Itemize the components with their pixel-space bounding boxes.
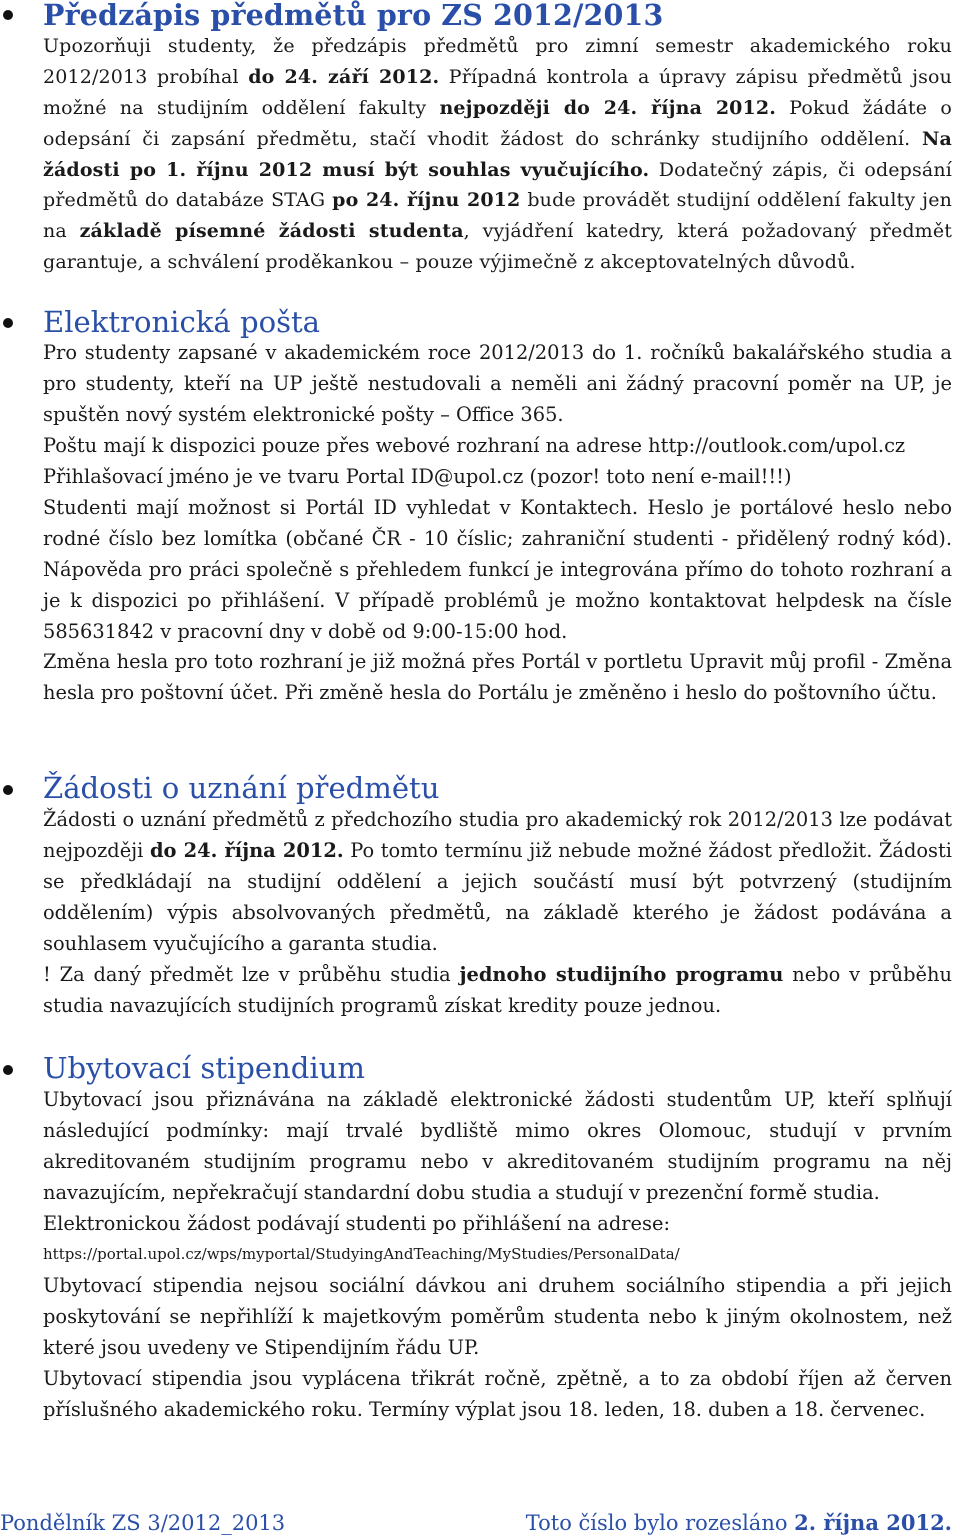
- text-run: Studenti mají možnost si Portál ID vyhledat v Kontaktech. Heslo je portálové heslo nebo rodné číslo bez lomítka (občané ČR - 10 číslic; zahraniční studenti - přidělený rodný kód). Nápověda pro práci společně s přehledem funkcí je integrována přímo do tohoto rozhraní a je k dispozici po přihlášení. V případě problémů je možno kontaktovat helpdesk na čísle 585631842 v pracovní dny v době od 9:00-15:00 hod.: [43, 495, 952, 643]
- text-run: Elektronickou žádost podávají studenti po přihlášení na adrese:: [43, 1212, 670, 1235]
- paragraph: [43, 1084, 952, 1208]
- text-run: Přihlašovací jméno je ve tvaru Portal ID@upol.cz (pozor! toto není e-mail!!!): [43, 464, 792, 488]
- text-run: Po tomto termínu již nebude možné žádost předložit. Žádosti se předkládají na studijní oddělení a jejich součástí musí být potvrzený (studijním oddělením) výpis absolvovaných předmětů, na základě kterého je žádost podávána a souhlasem vyučujícího a garanta studia.: [43, 839, 952, 955]
- bullet-icon: [3, 318, 13, 328]
- section-ubytovaci-stipendium: [0, 1053, 960, 1425]
- section-heading: Ubytovací stipendium: [43, 1051, 366, 1085]
- paragraph: [43, 462, 952, 493]
- text-run: Ubytovací jsou přiznávána na základě elektronické žádosti studentům UP, kteří splňují následující podmínky: mají trvalé bydliště mimo okres Olomouc, studují v prvním akreditovaném studijním programu nebo v akreditovaném studijním programu na něj navazujícím, nepřekračují standardní dobu studia a studují v prezenční formě studia.: [43, 1088, 952, 1204]
- section-body: [43, 1084, 952, 1425]
- text-run: Poštu mají k dispozici pouze přes webové rozhraní na adrese http://outlook.com/upol.cz: [43, 433, 906, 457]
- text-run: Ubytovací stipendia nejsou sociální dávkou ani druhem sociálního stipendia a při jejich poskytování se nepřihlíží k majetkovým poměrům studenta nebo k jiným okolnostem, než které jsou uvedeny ve Stipendijním řádu UP.: [43, 1274, 952, 1359]
- paragraph: [43, 493, 952, 648]
- bullet-icon: [3, 1065, 13, 1075]
- text-run: Žádosti o uznání předmětů z předchozího studia pro akademický rok 2012/2013 lze podávat nejpozději: [43, 808, 952, 862]
- paragraph: [43, 31, 952, 278]
- footer-issue: Pondělník ZS 3/2012_2013: [0, 1511, 286, 1535]
- section-heading: Elektronická pošta: [43, 305, 321, 339]
- text-run: Dodatečný zápis, či odepsání předmětů do databáze STAG: [43, 158, 952, 212]
- section-body: [43, 804, 952, 1021]
- paragraph: [43, 338, 952, 431]
- bold-text: Na žádosti po 1. říjnu 2012 musí být souhlas vyučujícího.: [43, 127, 952, 181]
- paragraph: [43, 959, 952, 1021]
- paragraph: [43, 1270, 952, 1363]
- footer-sent-value: 2. října 2012.: [794, 1510, 952, 1535]
- section-heading: Předzápis předmětů pro ZS 2012/2013: [43, 0, 664, 32]
- text-run: Případná kontrola a úpravy zápisu předmětů jsou možné na studijním oddělení fakulty: [43, 65, 952, 119]
- section-body: [43, 31, 952, 278]
- section-predzapis: [0, 0, 960, 278]
- bold-text: jednoho studijního programu: [459, 963, 784, 986]
- text-run: Změna hesla pro toto rozhraní je již možná přes Portál v portletu Upravit můj profil - Změna hesla pro poštovní účet. Při změně hesla do Portálu je změněno i heslo do poštovního účtu.: [43, 650, 952, 705]
- footer-sent-date: [526, 1506, 952, 1540]
- text-run: , vyjádření katedry, která požadovaný předmět garantuje, a schválení proděkankou – pouze výjimečně z akceptovatelných důvodů.: [43, 220, 953, 274]
- bold-text: po 24. říjnu 2012: [332, 189, 521, 212]
- paragraph: [43, 1363, 952, 1425]
- page-footer: [0, 1506, 960, 1540]
- bold-text: nejpozději do 24. října 2012.: [439, 96, 777, 119]
- section-elektronicka-posta: [0, 307, 960, 709]
- footer-sent-label: Toto číslo bylo rozesláno: [525, 1511, 795, 1535]
- text-run: bude provádět studijní oddělení fakulty jen na: [43, 189, 952, 243]
- bold-text: do 24. října 2012.: [149, 839, 344, 862]
- section-zadosti-o-uznani: [0, 773, 960, 1021]
- bullet-icon: [3, 10, 13, 20]
- paragraph: [43, 804, 952, 959]
- paragraph: [43, 1208, 952, 1239]
- paragraph: [43, 431, 952, 462]
- bold-text: základě písemné žádosti studenta: [79, 220, 464, 243]
- text-run: ! Za daný předmět lze v průběhu studia: [43, 963, 460, 986]
- text-run: https://portal.upol.cz/wps/myportal/StudyingAndTeaching/MyStudies/PersonalData/: [43, 1245, 680, 1263]
- text-run: Pokud žádáte o odepsání či zapsání předmětu, stačí vhodit žádost do schránky studijního oddělení.: [43, 96, 952, 150]
- bullet-icon: [3, 785, 13, 795]
- text-run: Upozorňuji studenty, že předzápis předmětů pro zimní semestr akademického roku 2012/2013 probíhal: [43, 34, 952, 88]
- section-heading: Žádosti o uznání předmětu: [43, 771, 440, 805]
- text-run: nebo v průběhu studia navazujících studijních programů získat kredity pouze jednou.: [43, 963, 952, 1017]
- url-line[interactable]: [43, 1239, 952, 1270]
- paragraph: [43, 647, 952, 709]
- bold-text: do 24. září 2012.: [248, 65, 440, 88]
- text-run: Pro studenty zapsané v akademickém roce 2012/2013 do 1. ročníků bakalářského studia a pro studenty, kteří na UP ještě nestudovali a neměli ani žádný pracovní poměr na UP, je spuštěn nový systém elektronické pošty – Office 365.: [43, 340, 952, 426]
- section-body: [43, 338, 952, 709]
- text-run: Ubytovací stipendia jsou vyplácena třikrát ročně, zpětně, a to za období říjen až červen příslušného akademického roku. Termíny výplat jsou 18. leden, 18. duben a 18. červenec.: [43, 1367, 952, 1421]
